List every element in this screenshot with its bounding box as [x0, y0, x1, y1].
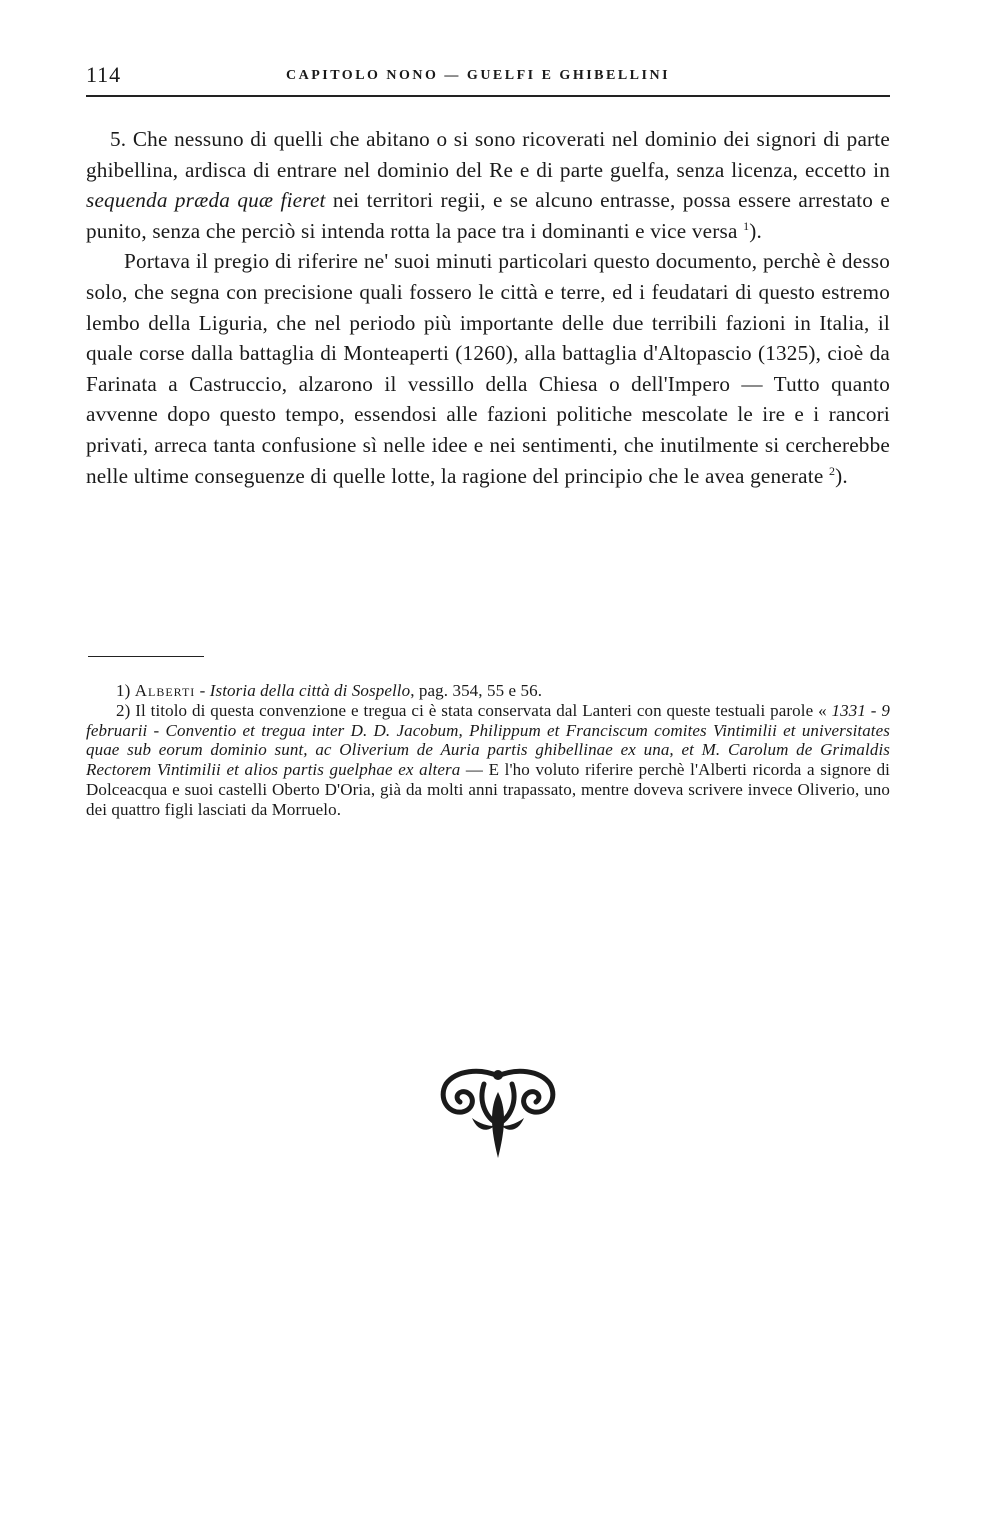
header-rule [86, 95, 890, 97]
footnote-2-text-cont: — E l'ho voluto riferire perchè l'Alberti ricorda a signore di Dolceacqua e suoi castelli Oberto D'Oria, già da molti anni trapassato, mentre doveva scrivere invece Oliverio, uno dei quattro figli lasciati da Morruelo. [86, 760, 890, 819]
chapter-title: CAPITOLO NONO — GUELFI E GHIBELLINI [286, 68, 671, 83]
fleuron-ornament-icon [432, 1062, 564, 1162]
paragraph-5-end: ). [749, 218, 763, 243]
footnote-2-text: 2) Il titolo di questa convenzione e tregua ci è stata conservata dal Lanteri con queste testuali parole « [116, 700, 832, 720]
footnote-2-latin-quote: 1331 - 9 februarii - Conventio et tregua inter D. D. Jacobum, Philippum et Franciscum comites Vintimilii et universitates quae sub eorum dominio sunt, ac Oliverium de Auria partis ghibellinae ex una, et M. Carolum de Grimaldis Rectorem Vintimilii et alios partis guelphae ex altera [86, 700, 890, 780]
footnote-rule [88, 656, 204, 657]
footnote-1 [86, 681, 890, 701]
paragraph-5-text: 5. Che nessuno di quelli che abitano o si sono ricoverati nel dominio dei signori di parte ghibellina, ardisca di entrare nel dominio del Re e di parte guelfa, senza licenza, eccetto in [86, 127, 890, 182]
running-head [86, 62, 890, 92]
page-number: 114 [86, 62, 122, 87]
footnotes [86, 681, 890, 820]
footnote-1-separator: - [195, 681, 210, 700]
paragraph-5 [86, 124, 890, 246]
paragraph-5-text-cont: nei territori regii, e se alcuno entrasse, possa essere arrestato e punito, senza che perciò si intenda rotta la pace tra i dominanti e vice versa [86, 188, 890, 243]
footnote-ref-1[interactable]: 1 [743, 218, 750, 233]
paragraph-discussion-end: ). [835, 463, 848, 488]
footnote-1-pages: , pag. 354, 55 e 56. [410, 681, 543, 700]
paragraph-discussion-text: Portava il pregio di riferire ne' suoi minuti particolari questo documento, perchè è desso solo, che segna con precisione quali fossero le città e terre, ed i feudatari di questo estremo lembo della Liguria, che nel periodo più importante delle due terribili fazioni in Italia, il quale corse dalla battaglia di Monteaperti (1260), alla battaglia d'Altopascio (1325), cioè da Farinata a Castruccio, alzarono il vessillo della Chiesa o dell'Impero — Tutto quanto avvenne dopo questo tempo, essendosi alle fazioni politiche mescolate le ire e i rancori privati, arreca tanta confusione sì nelle idee e nei sentimenti, che inutilmente si cercherebbe nelle ultime conseguenze di quelle lotte, la ragione del principio che le avea generate [86, 249, 890, 488]
footnote-ref-2[interactable]: 2 [828, 463, 836, 478]
footnote-1-number: 1) [116, 681, 135, 700]
footnote-1-title: Istoria della città di Sospello [209, 681, 411, 700]
latin-phrase: sequenda præda quæ fieret [86, 188, 326, 213]
main-text [86, 124, 890, 491]
footnote-1-author: Alberti [134, 681, 196, 700]
paragraph-discussion [86, 246, 890, 491]
footnote-2 [86, 701, 890, 820]
